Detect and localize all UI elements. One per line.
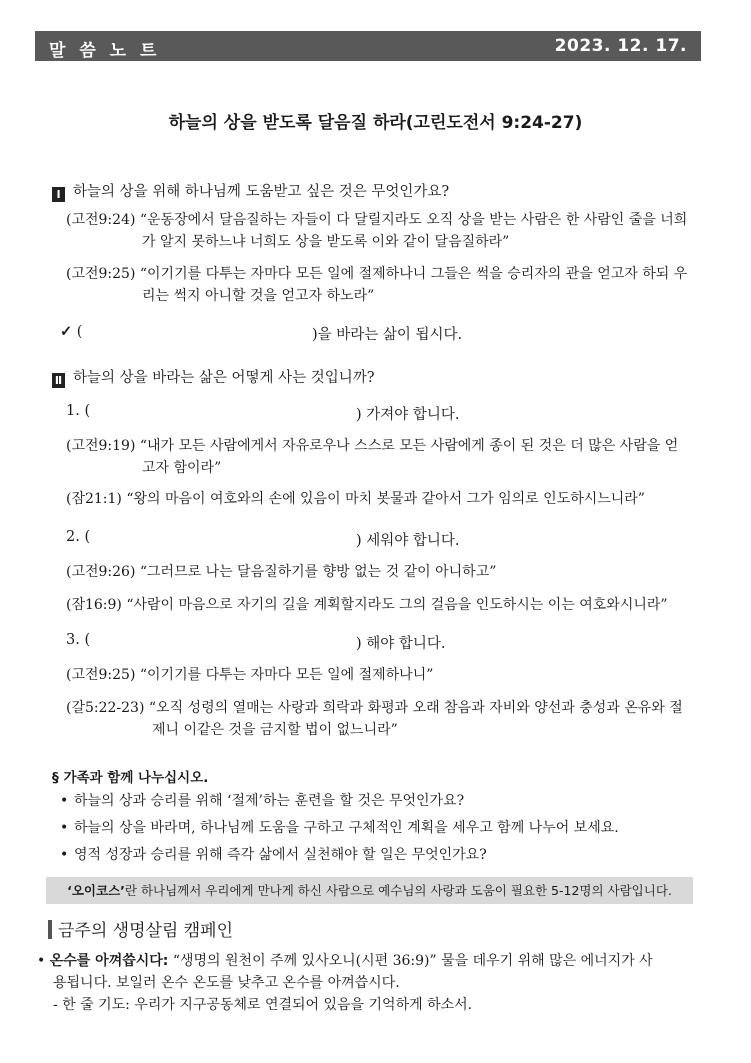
item-close: ) 세워야 합니다. xyxy=(356,533,460,549)
header-label: 말 씀 노 트 xyxy=(49,41,161,61)
section2-numeral: Ⅱ xyxy=(52,373,65,388)
campaign-line: “생명의 원천이 주께 있사오니(시편 36:9)” 물을 데우기 위해 많은 에너지가 사 xyxy=(168,953,653,969)
share-item-text: 하늘의 상과 승리를 위해 ‘절제’하는 훈련을 할 것은 무엇인가요? xyxy=(74,793,465,809)
verse-line: “오직 성령의 열매는 사랑과 희락과 화평과 오래 참음과 자비와 양선과 충성과 온유와 절 xyxy=(148,700,683,716)
verse-line: 리는 썩지 아니할 것을 얻고자 하노라” xyxy=(142,288,375,304)
page-header xyxy=(35,31,701,61)
verse-5: (고전9:26) “그러므로 나는 달음질하기를 향방 없는 것 같이 아니하고” xyxy=(66,564,497,580)
item-close: ) 해야 합니다. xyxy=(356,636,446,652)
verse-line: “이기기를 다투는 자마다 모든 일에 절제하나니 그들은 썩을 승리자의 관을 얻고자 하되 우 xyxy=(139,266,688,282)
header-date: 2023. 12. 17. xyxy=(554,36,687,56)
banner-text: 란 하나님께서 우리에게 만나게 하신 사람으로 예수님의 사랑과 도움이 필요한 5-12명의 사람입니다. xyxy=(124,883,672,898)
check-line xyxy=(60,323,463,343)
verse-4: (잠21:1) “왕의 마음이 여호와의 손에 있음이 마치 봇물과 같아서 그가 임의로 인도하시느니라” xyxy=(66,491,645,507)
section2-heading xyxy=(52,366,375,388)
item-1 xyxy=(66,403,460,423)
verse-ref: (고전9:19) xyxy=(66,438,136,454)
verse-3 xyxy=(66,435,691,479)
verse-line: “운동장에서 달음질하는 자들이 다 달릴지라도 오직 상을 받는 사람은 한 사람인 줄을 너희 xyxy=(139,212,688,228)
share-title: § 가족과 함께 나누십시오. xyxy=(52,770,209,786)
campaign-body xyxy=(37,950,692,1016)
verse-line: “내가 모든 사람에게서 자유로우나 스스로 모든 사람에게 종이 된 것은 더 많은 사람을 얻 xyxy=(139,438,679,454)
section1-numeral: Ⅰ xyxy=(52,187,65,202)
verse-ref: (갈5:22-23) xyxy=(66,700,145,716)
item-close: ) 가져야 합니다. xyxy=(356,407,460,423)
title-bar-icon xyxy=(48,920,52,939)
campaign-title xyxy=(48,916,233,941)
oikos-banner xyxy=(46,877,693,904)
item-3 xyxy=(66,632,446,652)
item-open: 2. ( xyxy=(66,529,91,545)
campaign-prayer: - 한 줄 기도: 우리가 지구공동체로 연결되어 있음을 기억하게 하소서. xyxy=(53,997,473,1013)
verse-line: 고자 함이라” xyxy=(142,460,222,476)
verse-line: 제니 이같은 것을 금지할 법이 없느니라” xyxy=(152,722,398,738)
verse-ref: (고전9:24) xyxy=(66,212,136,228)
share-item xyxy=(60,817,619,837)
bullet-icon: • xyxy=(60,820,69,836)
bullet-icon: • xyxy=(60,847,69,863)
share-item-text: 하늘의 상을 바라며, 하나님께 도움을 구하고 구체적인 계획을 세우고 함께 나누어 보세요. xyxy=(74,820,619,836)
item-open: 3. ( xyxy=(66,632,91,648)
verse-line: 가 알지 못하느냐 너희도 상을 받도록 이와 같이 달음질하라” xyxy=(142,234,510,250)
item-open: 1. ( xyxy=(66,403,91,419)
verse-6: (잠16:9) “사람이 마음으로 자기의 길을 계획할지라도 그의 걸음을 인도하시는 이는 여호와시니라” xyxy=(66,597,668,613)
campaign-title-text: 금주의 생명살림 캠페인 xyxy=(58,921,234,941)
verse-7: (고전9:25) “이기기를 다투는 자마다 모든 일에 절제하나니” xyxy=(66,667,434,683)
verse-ref: (고전9:25) xyxy=(66,266,136,282)
share-item xyxy=(60,790,464,810)
campaign-line: 용됩니다. 보일러 온수 온도를 낮추고 온수를 아껴씁시다. xyxy=(53,975,400,991)
sermon-title: 하늘의 상을 받도록 달음질 하라(고린도전서 9:24-27) xyxy=(168,113,583,133)
section2-heading-text: 하늘의 상을 바라는 삶은 어떻게 사는 것입니까? xyxy=(73,370,375,386)
banner-bold: ‘오이코스’ xyxy=(67,883,125,898)
campaign-label: 온수를 아껴씁시다: xyxy=(49,953,169,969)
verse-1 xyxy=(66,209,691,253)
share-item-text: 영적 성장과 승리를 위해 즉각 삶에서 실천해야 할 일은 무엇인가요? xyxy=(74,847,487,863)
check-open: ( xyxy=(76,324,83,340)
verse-8 xyxy=(66,697,691,741)
check-icon: ✓ xyxy=(60,323,73,340)
bullet-icon: • xyxy=(37,953,46,969)
share-item xyxy=(60,844,487,864)
section1-heading-text: 하늘의 상을 위해 하나님께 도움받고 싶은 것은 무엇인가요? xyxy=(73,184,450,200)
section1-heading xyxy=(52,180,449,202)
item-2 xyxy=(66,529,460,549)
verse-2 xyxy=(66,263,691,307)
bullet-icon: • xyxy=(60,793,69,809)
check-close: )을 바라는 삶이 됩시다. xyxy=(312,327,463,343)
